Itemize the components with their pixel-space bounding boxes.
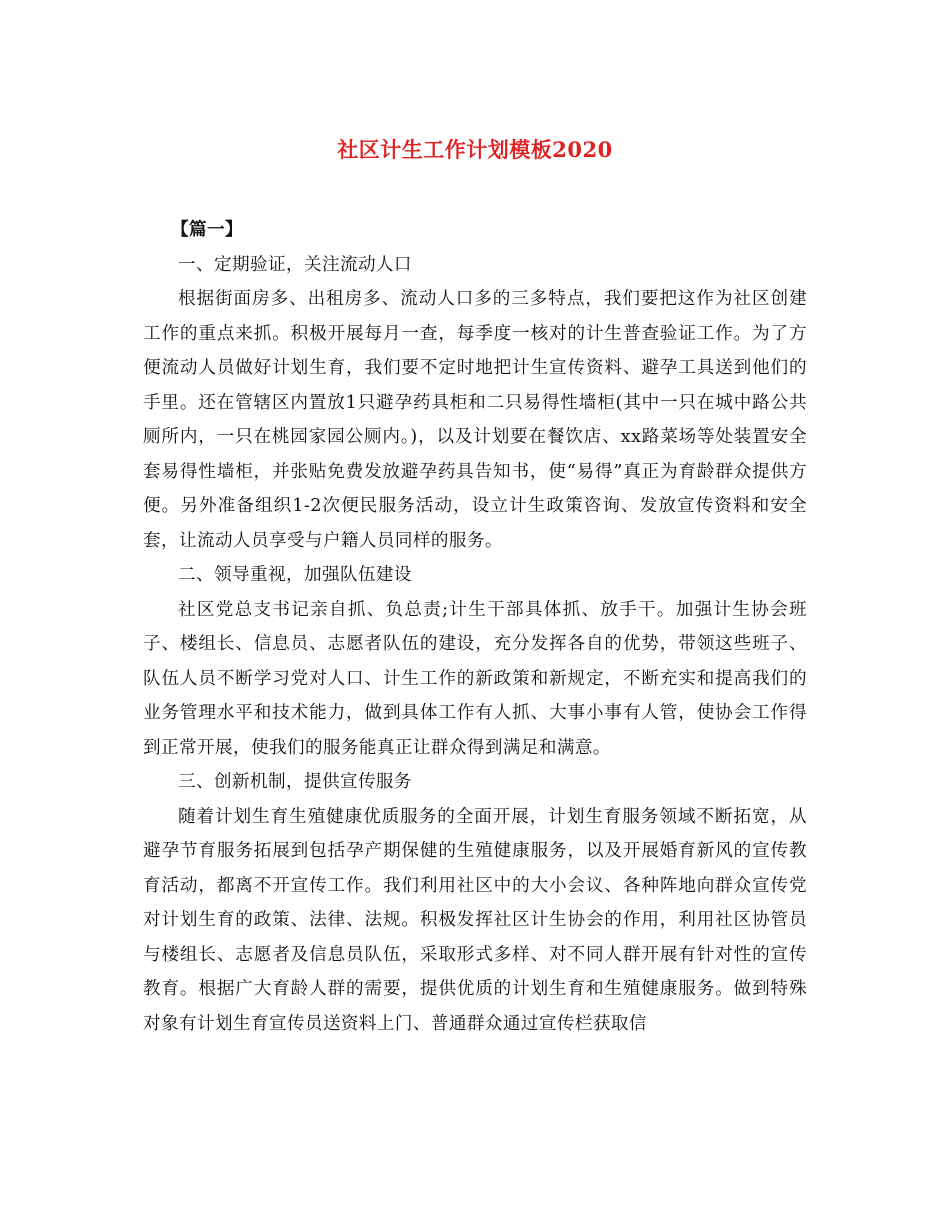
section-heading-2: 二、领导重视，加强队伍建设 [178,565,412,585]
section-label: 【篇一】 [171,219,243,240]
paragraph-3: 随着计划生育生殖健康优质服务的全面开展，计划生育服务领域不断拓宽，从避孕节育服务拓展到包括孕产期保健的生殖健康服务，以及开展婚育新风的宣传教育活动，都离不开宣传工作。我们利用社区中的大小会议、各种阵地向群众宣传党对计划生育的政策、法律、法规。积极发挥社区计生协会的作用，利用社区协管员与楼组长、志愿者及信息员队伍，采取形式多样、对不同人群开展有针对性的宣传教育。根据广大育龄人群的需要，提供优质的计划生育和生殖健康服务。做到特殊对象有计划生育宣传员送资料上门、普通群众通过宣传栏获取信 [143,806,807,1034]
section-heading-3: 三、创新机制，提供宣传服务 [178,772,412,792]
document-title: 社区计生工作计划模板2020 [337,137,613,162]
section-heading-1: 一、定期验证，关注流动人口 [178,254,412,275]
paragraph-2: 社区党总支书记亲自抓、负总责;计生干部具体抓、放手干。加强计生协会班子、楼组长、信息员、志愿者队伍的建设，充分发挥各自的优势，带领这些班子、队伍人员不断学习党对人口、计生工作的新政策和新规定，不断充实和提高我们的业务管理水平和技术能力，做到具体工作有人抓、大事小事有人管，使协会工作得到正常开展，使我们的服务能真正让群众得到满足和满意。 [143,599,807,758]
paragraph-1: 根据街面房多、出租房多、流动人口多的三多特点，我们要把这作为社区创建工作的重点来抓。积极开展每月一查，每季度一核对的计生普查验证工作。为了方便流动人员做好计划生育，我们要不定时地把计生宣传资料、避孕工具送到他们的手里。还在管辖区内置放1只避孕药具柜和二只易得性墙柜(其中一只在城中路公共厕所内，一只在桃园家园公厕内。)，以及计划要在餐饮店、xx路菜场等处装置安全套易得性墙柜，并张贴免费发放避孕药具告知书，使“易得”真正为育龄群众提供方便。另外准备组织1-2次便民服务活动，设立计生政策咨询、发放宣传资料和安全套，让流动人员享受与户籍人员同样的服务。 [143,289,807,551]
document-body [143,213,807,1041]
